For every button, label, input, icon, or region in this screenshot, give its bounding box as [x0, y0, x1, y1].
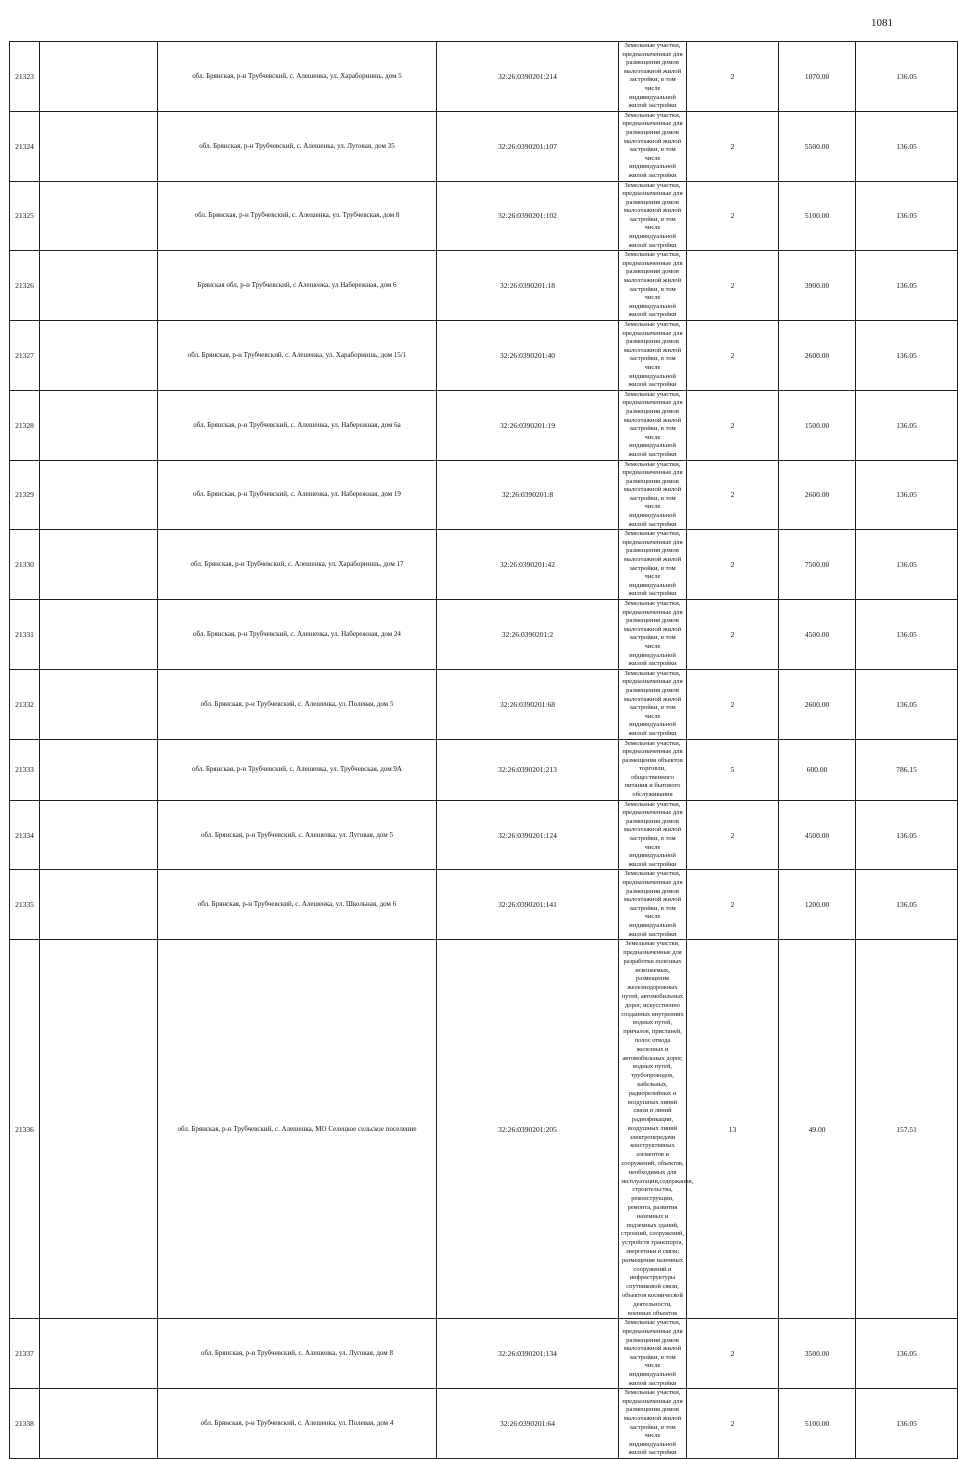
cadastral-number-cell: 32:26:0390201:141	[437, 870, 619, 940]
rate-cell: 136.05	[856, 251, 958, 321]
cadastral-number-cell: 32:26:0390201:205	[437, 940, 619, 1319]
cadastral-number-cell: 32:26:0390201:2	[437, 600, 619, 670]
rate-cell: 786.15	[856, 739, 958, 800]
group-cell: 2	[687, 321, 779, 391]
table-row	[10, 739, 958, 800]
cadastral-number-cell: 32:26:0390201:18	[437, 251, 619, 321]
group-cell: 2	[687, 870, 779, 940]
rate-cell: 136.05	[856, 800, 958, 870]
land-use-cell: Земельные участки, предназначенные для размещения домов малоэтажной жилой застройки, в том числе индивидуальной жилой застройки	[619, 1319, 687, 1389]
rate-cell: 136.05	[856, 600, 958, 670]
land-use-cell: Земельные участки, предназначенные для размещения домов малоэтажной жилой застройки, в том числе индивидуальной жилой застройки	[619, 600, 687, 670]
group-cell: 2	[687, 1319, 779, 1389]
parcel-id-cell: 21335	[10, 870, 40, 940]
cadastral-number-cell: 32:26:0390201:102	[437, 181, 619, 251]
table-row	[10, 530, 958, 600]
table-body	[10, 42, 958, 1459]
spacer-cell	[40, 251, 158, 321]
land-use-cell: Земельные участки, предназначенные для размещения домов малоэтажной жилой застройки, в том числе индивидуальной жилой застройки	[619, 1389, 687, 1459]
spacer-cell	[40, 111, 158, 181]
address-cell: обл. Брянская, р-н Трубчевский, с. Алешенка, МО Селецкое сельское поселение	[158, 940, 437, 1319]
land-use-cell: Земельные участки, предназначенные для размещения домов малоэтажной жилой застройки, в том числе индивидуальной жилой застройки	[619, 321, 687, 391]
group-cell: 2	[687, 669, 779, 739]
parcel-id-cell: 21337	[10, 1319, 40, 1389]
land-use-cell: Земельные участки, предназначенные для разработки полезных ископаемых, размещения железнодорожных путей, автомобильных дорог, искусственно созданных внутренних водных путей, причалов, пристаней, полос отвода железных и автомобильных дорог, водных путей, трубопроводов, кабельных, радиорелейных и воздушных линий связи и линий радиофикации, воздушных линий электропередачи конструктивных элементов и сооружений, объектов, необходимых для эксплуатации,содержания, строительства, реконструкции, ремонта, развития наземных и подземных зданий, строений, сооружений, устройств транспорта, энергетики и связи; размещения наземных сооружений и инфраструктуры спутниковой связи, объектов космической деятельности, военных объектов	[619, 940, 687, 1319]
rate-cell: 136.05	[856, 1389, 958, 1459]
group-cell: 2	[687, 111, 779, 181]
address-cell: обл. Брянская, р-н Трубчевский, с. Алешенка, ул. Харабориншь, дом 5	[158, 42, 437, 112]
cadastral-number-cell: 32:26:0390201:8	[437, 460, 619, 530]
cadastral-number-cell: 32:26:0390201:107	[437, 111, 619, 181]
cadastral-number-cell: 32:26:0390201:213	[437, 739, 619, 800]
rate-cell: 157.51	[856, 940, 958, 1319]
rate-cell: 136.05	[856, 669, 958, 739]
address-cell: обл. Брянская, р-н Трубчевский, с. Алешенка, ул. Трубчевская, дом 9А	[158, 739, 437, 800]
rate-cell: 136.05	[856, 42, 958, 112]
land-use-cell: Земельные участки, предназначенные для размещения домов малоэтажной жилой застройки, в том числе индивидуальной жилой застройки	[619, 390, 687, 460]
group-cell: 2	[687, 390, 779, 460]
area-cell: 49.00	[779, 940, 856, 1319]
spacer-cell	[40, 460, 158, 530]
parcel-id-cell: 21327	[10, 321, 40, 391]
parcel-id-cell: 21324	[10, 111, 40, 181]
table-row	[10, 42, 958, 112]
area-cell: 4500.00	[779, 800, 856, 870]
address-cell: Брянская обл, р-н Трубчевский, с Алешенка, ул Набережная, дом 6	[158, 251, 437, 321]
group-cell: 2	[687, 1389, 779, 1459]
cadastral-number-cell: 32:26:0390201:19	[437, 390, 619, 460]
area-cell: 2600.00	[779, 460, 856, 530]
rate-cell: 136.05	[856, 460, 958, 530]
table-row	[10, 1389, 958, 1459]
table-row	[10, 181, 958, 251]
rate-cell: 136.05	[856, 530, 958, 600]
table-row	[10, 390, 958, 460]
address-cell: обл. Брянская, р-н Трубчевский, с. Алешенка, ул. Полевая, дом 4	[158, 1389, 437, 1459]
cadastral-number-cell: 32:26:0390201:214	[437, 42, 619, 112]
parcel-id-cell: 21336	[10, 940, 40, 1319]
area-cell: 3500.00	[779, 1319, 856, 1389]
land-use-cell: Земельные участки, предназначенные для размещения домов малоэтажной жилой застройки, в том числе индивидуальной жилой застройки	[619, 800, 687, 870]
group-cell: 2	[687, 460, 779, 530]
area-cell: 5100.00	[779, 181, 856, 251]
address-cell: обл. Брянская, р-н Трубчевский, с. Алешенка, ул. Харабориншь, дом 17	[158, 530, 437, 600]
area-cell: 600.00	[779, 739, 856, 800]
address-cell: обл. Брянская, р-н Трубчевский, с. Алешенка, ул. Трубчевская, дом 8	[158, 181, 437, 251]
land-use-cell: Земельные участки, предназначенные для размещения домов малоэтажной жилой застройки, в том числе индивидуальной жилой застройки	[619, 251, 687, 321]
group-cell: 13	[687, 940, 779, 1319]
address-cell: обл. Брянская, р-н Трубчевский, с. Алешенка, ул. Харабориншь, дом 15/1	[158, 321, 437, 391]
cadastral-number-cell: 32:26:0390201:64	[437, 1389, 619, 1459]
group-cell: 2	[687, 600, 779, 670]
spacer-cell	[40, 181, 158, 251]
spacer-cell	[40, 530, 158, 600]
area-cell: 4500.00	[779, 600, 856, 670]
spacer-cell	[40, 940, 158, 1319]
address-cell: обл. Брянская, р-н Трубчевский, с. Алешенка, ул. Полевая, дом 5	[158, 669, 437, 739]
address-cell: обл. Брянская, р-н Трубчевский, с. Алешенка, ул. Школьная, дом 6	[158, 870, 437, 940]
address-cell: обл. Брянская, р-н Трубчевский, с. Алешенка, ул. Набережная, дом 24	[158, 600, 437, 670]
address-cell: обл. Брянская, р-н Трубчевский, с. Алешенка, ул. Набережная, дом 19	[158, 460, 437, 530]
parcel-id-cell: 21325	[10, 181, 40, 251]
area-cell: 2600.00	[779, 669, 856, 739]
parcel-id-cell: 21333	[10, 739, 40, 800]
area-cell: 5100.00	[779, 1389, 856, 1459]
table-row	[10, 251, 958, 321]
parcel-id-cell: 21332	[10, 669, 40, 739]
spacer-cell	[40, 42, 158, 112]
land-registry-table	[9, 41, 958, 1459]
land-use-cell: Земельные участки, предназначенные для размещения домов малоэтажной жилой застройки, в том числе индивидуальной жилой застройки	[619, 669, 687, 739]
table-row	[10, 940, 958, 1319]
group-cell: 2	[687, 42, 779, 112]
area-cell: 1070.00	[779, 42, 856, 112]
table-row	[10, 460, 958, 530]
area-cell: 1200.00	[779, 870, 856, 940]
address-cell: обл. Брянская, р-н Трубчевский, с. Алешенка, ул. Луговая, дом 5	[158, 800, 437, 870]
spacer-cell	[40, 1389, 158, 1459]
table-row	[10, 1319, 958, 1389]
group-cell: 2	[687, 530, 779, 600]
spacer-cell	[40, 870, 158, 940]
group-cell: 2	[687, 251, 779, 321]
land-use-cell: Земельные участки, предназначенные для размещения домов малоэтажной жилой застройки, в том числе индивидуальной жилой застройки	[619, 111, 687, 181]
land-use-cell: Земельные участки, предназначенные для размещения домов малоэтажной жилой застройки, в том числе индивидуальной жилой застройки	[619, 42, 687, 112]
area-cell: 3900.00	[779, 251, 856, 321]
spacer-cell	[40, 1319, 158, 1389]
cadastral-number-cell: 32:26:0390201:134	[437, 1319, 619, 1389]
table-row	[10, 800, 958, 870]
table-row	[10, 321, 958, 391]
cadastral-number-cell: 32:26:0390201:124	[437, 800, 619, 870]
rate-cell: 136.05	[856, 1319, 958, 1389]
spacer-cell	[40, 800, 158, 870]
land-use-cell: Земельные участки, предназначенные для размещения домов малоэтажной жилой застройки, в том числе индивидуальной жилой застройки	[619, 460, 687, 530]
spacer-cell	[40, 739, 158, 800]
parcel-id-cell: 21323	[10, 42, 40, 112]
area-cell: 2600.00	[779, 321, 856, 391]
parcel-id-cell: 21334	[10, 800, 40, 870]
table-row	[10, 870, 958, 940]
area-cell: 1500.00	[779, 390, 856, 460]
land-use-cell: Земельные участки, предназначенные для размещения домов малоэтажной жилой застройки, в том числе индивидуальной жилой застройки	[619, 870, 687, 940]
parcel-id-cell: 21338	[10, 1389, 40, 1459]
parcel-id-cell: 21328	[10, 390, 40, 460]
address-cell: обл. Брянская, р-н Трубчевский, с. Алешенка, ул. Луговая, дом 35	[158, 111, 437, 181]
group-cell: 2	[687, 181, 779, 251]
land-use-cell: Земельные участки, предназначенные для размещения домов малоэтажной жилой застройки, в том числе индивидуальной жилой застройки	[619, 181, 687, 251]
rate-cell: 136.05	[856, 321, 958, 391]
table-row	[10, 111, 958, 181]
parcel-id-cell: 21326	[10, 251, 40, 321]
address-cell: обл. Брянская, р-н Трубчевский, с. Алешенка, ул. Набережная, дом 6а	[158, 390, 437, 460]
area-cell: 7500.00	[779, 530, 856, 600]
parcel-id-cell: 21329	[10, 460, 40, 530]
group-cell: 5	[687, 739, 779, 800]
cadastral-number-cell: 32:26:0390201:40	[437, 321, 619, 391]
spacer-cell	[40, 321, 158, 391]
land-use-cell: Земельные участки, предназначенные для размещения объектов торговли, общественного питания и бытового обслуживания	[619, 739, 687, 800]
land-use-cell: Земельные участки, предназначенные для размещения домов малоэтажной жилой застройки, в том числе индивидуальной жилой застройки	[619, 530, 687, 600]
cadastral-number-cell: 32:26:0390201:68	[437, 669, 619, 739]
group-cell: 2	[687, 800, 779, 870]
table-row	[10, 600, 958, 670]
cadastral-number-cell: 32:26:0390201:42	[437, 530, 619, 600]
table-row	[10, 669, 958, 739]
parcel-id-cell: 21330	[10, 530, 40, 600]
address-cell: обл. Брянская, р-н Трубчевский, с. Алешенка, ул. Луговая, дом 8	[158, 1319, 437, 1389]
rate-cell: 136.05	[856, 181, 958, 251]
rate-cell: 136.05	[856, 390, 958, 460]
spacer-cell	[40, 390, 158, 460]
rate-cell: 136.05	[856, 111, 958, 181]
spacer-cell	[40, 600, 158, 670]
spacer-cell	[40, 669, 158, 739]
rate-cell: 136.05	[856, 870, 958, 940]
page-number: 1081	[871, 17, 893, 29]
area-cell: 5500.00	[779, 111, 856, 181]
parcel-id-cell: 21331	[10, 600, 40, 670]
